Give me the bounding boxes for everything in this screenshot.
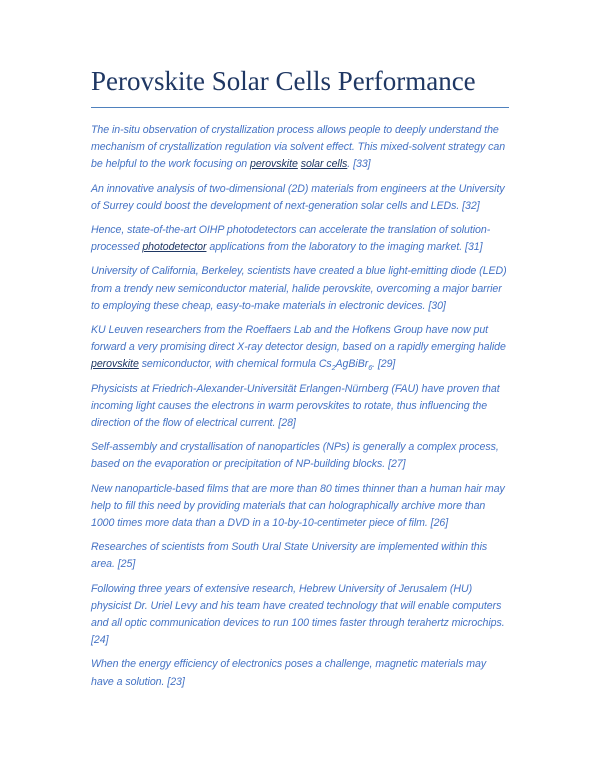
paragraph-9: Researches of scientists from South Ural State University are implemented within this area. [25] xyxy=(91,541,488,571)
photodetector-link[interactable]: photodetector xyxy=(142,241,207,254)
solar-cells-link[interactable]: solar cells xyxy=(300,158,348,171)
paragraph-8: New nanoparticle-based films that are more than 80 times thinner than a human hair may help to fill this need by providing materials that can holographically archive more than 1000 times more data than a DVD in a 10-by-10-centimeter piece of film. [26] xyxy=(91,482,505,530)
title-divider xyxy=(91,107,509,108)
paragraph-11: When the energy efficiency of electronics poses a challenge, magnetic materials may have a solution. [23] xyxy=(91,658,487,688)
perovskite-link-2[interactable]: perovskite xyxy=(91,358,139,371)
paragraph-10: Following three years of extensive research, Hebrew University of Jerusalem (HU) physicist Dr. Uriel Levy and his team have created technology that will enable computers and all optic communication devices to run 100 times faster through terahertz microchips. [24] xyxy=(91,582,505,647)
perovskite-link[interactable]: perovskite xyxy=(250,158,298,171)
paragraph-5: KU Leuven researchers from the Roeffaers Lab and the Hofkens Group have now put forward a very promising direct X-ray detector design, based on a rapidly emerging halide perovskite semiconductor, with chemical formula $Cs_2AgBiBr_6$. [29] xyxy=(91,324,506,373)
paragraph-2: An innovative analysis of two-dimensional (2D) materials from engineers at the University of Surrey could boost the development of next-generation solar cells and LEDs. [32] xyxy=(91,182,505,212)
paragraph-6: Physicists at Friedrich-Alexander-Universität Erlangen-Nürnberg (FAU) have proven that incoming light causes the electrons in warm perovskites to rotate, thus influencing the direction of the flow of electrical current. [28] xyxy=(91,382,500,430)
paragraph-4: University of California, Berkeley, scientists have created a blue light-emitting diode (LED) from a trendy new semiconductor material, halide perovskite, overcoming a major barrier to employing these cheap, easy-to-make materials in electronic devices. [30] xyxy=(91,265,507,312)
paragraph-7: Self-assembly and crystallisation of nanoparticles (NPs) is generally a complex process, based on the evaporation or precipitation of NP-building blocks. [27] xyxy=(91,441,499,471)
page-title: Perovskite Solar Cells Performance xyxy=(91,66,476,96)
paragraph-3: Hence, state-of-the-art OIHP photodetectors can accelerate the translation of solution-processed photodetector applications from the laboratory to the imaging market. [31] xyxy=(91,224,491,254)
document-body xyxy=(91,122,509,698)
paragraph-1: The in-situ observation of crystallization process allows people to deeply understand the mechanism of crystallization regulation via solvent effect. This mixed-solvent strategy can be helpful to the work focusing on perovskite solar cells. [33] xyxy=(91,124,506,171)
